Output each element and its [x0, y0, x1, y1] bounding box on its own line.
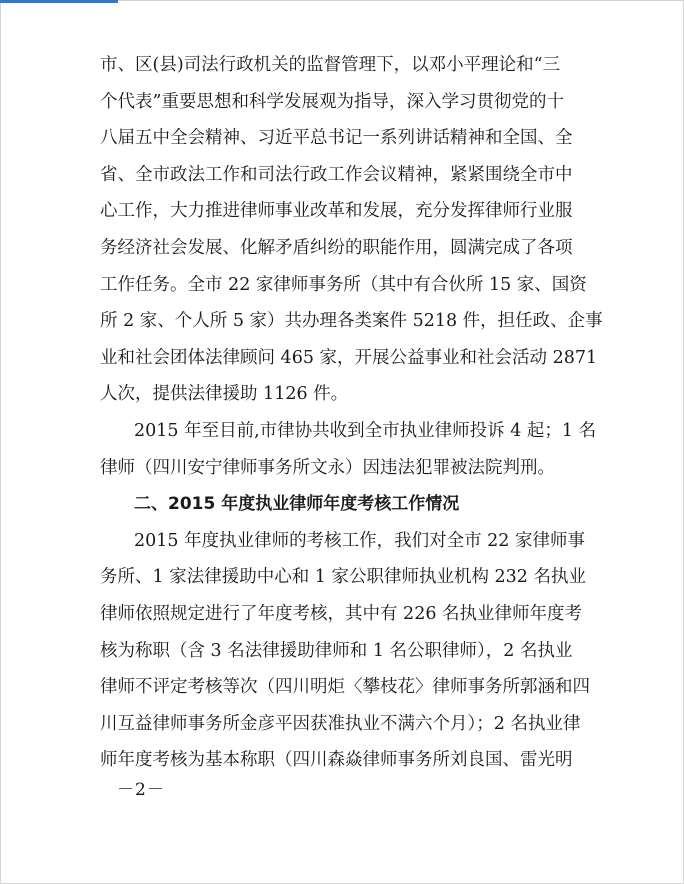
text-line: 川互益律师事务所金彦平因获准执业不满六个月）；2 名执业律	[100, 713, 581, 734]
paragraph-complaints	[100, 413, 598, 486]
text-line: 人次，提供法律援助 1126 件。	[100, 384, 349, 405]
text-line: 省、全市政法工作和司法行政工作会议精神，紧紧围绕全市中	[100, 164, 573, 185]
paragraph-work-summary	[100, 47, 603, 413]
text-line: 核为称职（含 3 名法律援助律师和 1 名公职律师），2 名执业	[100, 640, 573, 661]
text-line: 务所、1 家法律援助中心和 1 家公职律师执业机构 232 名执业	[100, 567, 586, 588]
page-number: －2－	[117, 780, 165, 800]
text-line: 工作任务。全市 22 家律师事务所（其中有合伙所 15 家、国资	[100, 274, 587, 295]
document-body	[100, 47, 603, 779]
text-line: 业和社会团体法律顾问 465 家，开展公益事业和社会活动 2871	[100, 347, 598, 368]
text-line: 师年度考核为基本称职（四川森焱律师事务所刘良国、雷光明	[100, 750, 573, 771]
text-line: 律师依照规定进行了年度考核，其中有 226 名执业律师年度考	[100, 603, 583, 624]
text-line: 八届五中全会精神、习近平总书记一系列讲话精神和全国、全	[100, 128, 573, 149]
text-line: 所 2 家、个人所 5 家）共办理各类案件 5218 件，担任政、企事	[100, 311, 603, 332]
text-line: 2015 年度执业律师的考核工作，我们对全市 22 家律师事	[134, 530, 585, 551]
text-line: 务经济社会发展、化解矛盾纠纷的职能作用，圆满完成了各项	[100, 237, 573, 258]
text-line: 2015 年至目前,市律协共收到全市执业律师投诉 4 起；1 名	[134, 420, 597, 441]
text-line: 心工作，大力推进律师事业改革和发展，充分发挥律师行业服	[100, 201, 573, 222]
text-line: 律师（四川安宁律师事务所文永）因违法犯罪被法院判刑。	[100, 457, 555, 478]
section-heading: 二、2015 年度执业律师年度考核工作情况	[134, 494, 460, 515]
text-line: 市、区(县)司法行政机关的监督管理下，以邓小平理论和“三	[100, 55, 561, 75]
text-line: 律师不评定考核等次（四川明炬〈攀枝花〉律师事务所郭涵和四	[100, 677, 590, 698]
paragraph-annual-assessment	[100, 523, 598, 779]
text-line: 个代表”重要思想和科学发展观为指导，深入学习贯彻党的十	[100, 91, 564, 112]
page-top-accent	[0, 0, 118, 3]
